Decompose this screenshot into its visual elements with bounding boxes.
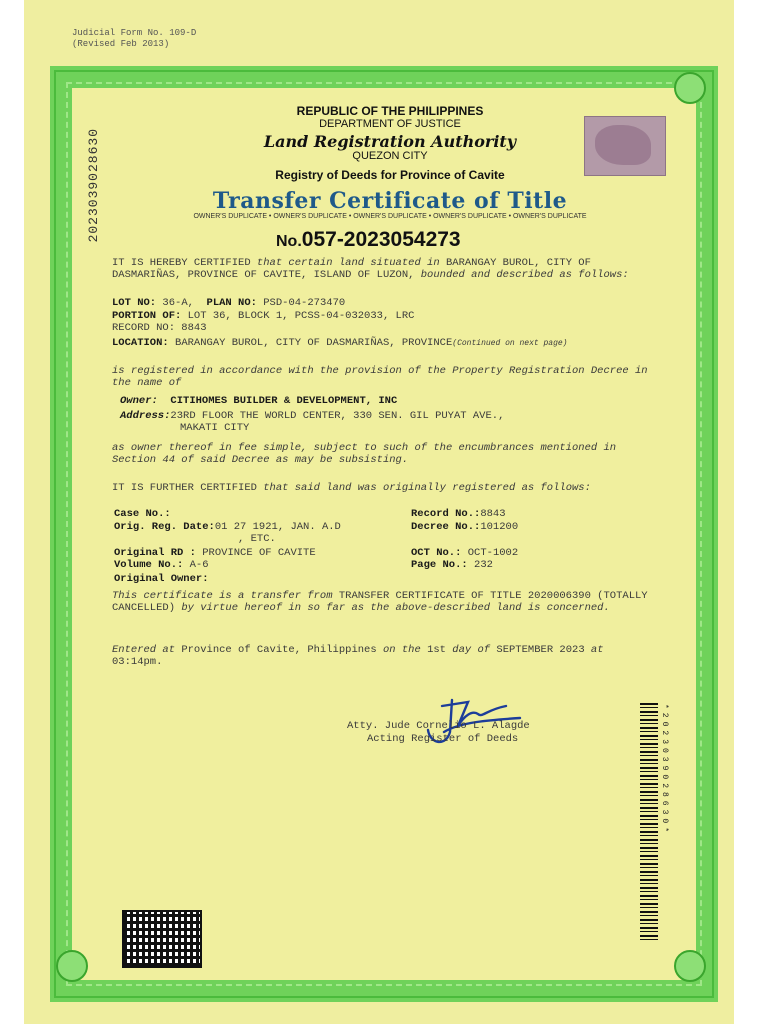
signatory-name: Atty. Jude Cornelio L. Alagde — [347, 720, 530, 732]
transfer-clause: This certificate is a transfer from TRANSFER CERTIFICATE OF TITLE 2020006390 (TOTALLY CANCELLED) by virtue hereof in so far as the above-described land is concerned. — [112, 590, 648, 614]
registration-clause: is registered in accordance with the provision of the Property Registration Decree in the name of — [112, 365, 648, 389]
record-line: RECORD NO: 8843 — [112, 322, 207, 334]
document-title: Transfer Certificate of Title — [212, 188, 568, 214]
owner-line: Owner: CITIHOMES BUILDER & DEVELOPMENT, INC — [120, 395, 398, 407]
qr-code — [124, 912, 200, 966]
page-no: Page No.: 232 — [411, 559, 493, 571]
barcode — [640, 703, 658, 941]
certificate-number: No.057-2023054273 — [276, 228, 461, 251]
location-line: LOCATION: BARANGAY BUROL, CITY OF DASMARIÑAS, PROVINCE(Continued on next page) — [112, 337, 568, 349]
orig-reg-date-cont: , ETC. — [238, 533, 276, 545]
address-line: Address:23RD FLOOR THE WORLD CENTER, 330 SEN. GIL PUYAT AVE., — [120, 410, 505, 422]
volume-no: Volume No.: A-6 — [114, 559, 209, 571]
corner-seal-icon — [56, 950, 88, 982]
header-republic: REPUBLIC OF THE PHILIPPINES — [296, 104, 484, 118]
header-city: QUEZON CITY — [352, 150, 428, 162]
address-line-2: MAKATI CITY — [180, 422, 250, 434]
barcode-number: *2023039028630* — [660, 704, 669, 837]
original-owner: Original Owner: — [114, 573, 209, 585]
form-number: Judicial Form No. 109-D (Revised Feb 2013) — [72, 28, 197, 49]
control-number: 2023039028630 — [86, 128, 101, 243]
land-description: IT IS HEREBY CERTIFIED that certain land situated in BARANGAY BUROL, CITY OF DASMARIÑAS, PROVINCE OF CAVITE, ISLAND OF LUZON, bounded and described as follows: — [112, 257, 629, 281]
fee-simple-clause: as owner thereof in fee simple, subject to such of the encumbrances mentioned in Section 44 of said Decree as may be subsisting. — [112, 442, 617, 466]
lot-line: LOT NO: 36-A, PLAN NO: PSD-04-273470 — [112, 297, 346, 309]
signatory-position: Acting Register of Deeds — [367, 733, 519, 745]
corner-seal-icon — [674, 72, 706, 104]
owners-duplicate-line: OWNER'S DUPLICATE • OWNER'S DUPLICATE • OWNER'S DUPLICATE • OWNER'S DUPLICATE • OWNER'S DUPLICATE — [193, 213, 587, 220]
case-no: Case No.: — [114, 508, 171, 520]
header-department: DEPARTMENT OF JUSTICE — [319, 118, 461, 130]
record-no: Record No.:8843 — [411, 508, 506, 520]
entry-clause: Entered at Province of Cavite, Philippines on the 1st day of SEPTEMBER 2023 at 03:14pm. — [112, 644, 604, 668]
further-certified: IT IS FURTHER CERTIFIED that said land was originally registered as follows: — [112, 482, 591, 494]
orig-reg-date: Orig. Reg. Date:01 27 1921, JAN. A.D — [114, 521, 341, 533]
corner-seal-icon — [674, 950, 706, 982]
original-rd: Original RD : PROVINCE OF CAVITE — [114, 547, 316, 559]
hologram-seal — [584, 116, 666, 176]
portion-line: PORTION OF: LOT 36, BLOCK 1, PCSS-04-032033, LRC — [112, 310, 415, 322]
header-authority: Land Registration Authority — [263, 132, 517, 151]
decree-no: Decree No.:101200 — [411, 521, 519, 533]
oct-no: OCT No.: OCT-1002 — [411, 547, 519, 559]
header-registry: Registry of Deeds for Province of Cavite — [275, 168, 505, 182]
